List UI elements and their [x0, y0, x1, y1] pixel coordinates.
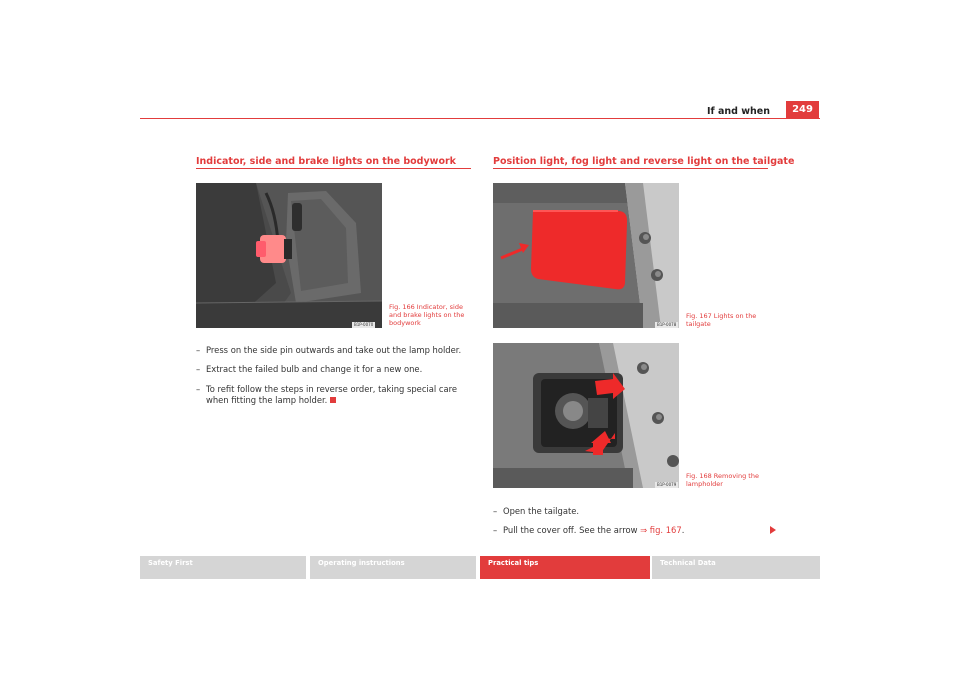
figure-166-image [196, 183, 382, 328]
header-rule [140, 118, 820, 119]
list-item [493, 525, 768, 536]
continue-arrow-icon [770, 526, 776, 534]
footer-tab-practical-tips[interactable]: Practical tips [480, 556, 650, 579]
section-heading-tailgate-lights: Position light, fog light and reverse light on the tailgate [493, 156, 795, 167]
figure-reference-link[interactable]: ⇒ fig. 167 [640, 525, 682, 535]
figure-167-caption: Fig. 167 Lights on the tailgate [686, 312, 757, 328]
list-dash: – [196, 384, 201, 394]
list-dash: – [493, 506, 498, 516]
step-text: Pull the cover off. See the arrow [503, 525, 638, 535]
footer-tab-operating-instructions[interactable]: Operating instructions [310, 556, 476, 579]
page-number: 249 [786, 101, 819, 119]
step-text: Press on the side pin outwards and take out the lamp holder. [206, 345, 462, 355]
step-end-punctuation: . [681, 525, 685, 535]
figure-168-caption: Fig. 168 Removing the lampholder [686, 472, 759, 488]
section-heading-rule [493, 168, 768, 169]
section-heading-bodywork-lights: Indicator, side and brake lights on the bodywork [196, 156, 456, 167]
list-item [196, 364, 471, 375]
figure-167-image [493, 183, 679, 328]
end-of-section-marker [330, 397, 336, 403]
figure-166-caption: Fig. 166 Indicator, side and brake lights on the bodywork [389, 303, 465, 327]
list-item [196, 384, 471, 406]
footer-tab-technical-data[interactable]: Technical Data [652, 556, 820, 579]
step-text: To refit follow the steps in reverse order, taking special care when fitting the lamp holder. [206, 384, 458, 405]
footer-tab-safety-first[interactable]: Safety First [140, 556, 306, 579]
figure-168-image [493, 343, 679, 488]
list-dash: – [493, 525, 498, 535]
step-text: Extract the failed bulb and change it for a new one. [206, 364, 423, 374]
figure-166-code: B1P-0070 [354, 322, 374, 327]
list-dash: – [196, 364, 201, 374]
list-item [196, 345, 471, 356]
figure-168-code: B1P-0079 [657, 482, 677, 487]
list-item [493, 506, 768, 517]
running-header-title: If and when [706, 106, 770, 117]
figure-167-code: B1P-0078 [657, 322, 677, 327]
step-text: Open the tailgate. [503, 506, 580, 516]
section-heading-rule [196, 168, 471, 169]
list-dash: – [196, 345, 201, 355]
